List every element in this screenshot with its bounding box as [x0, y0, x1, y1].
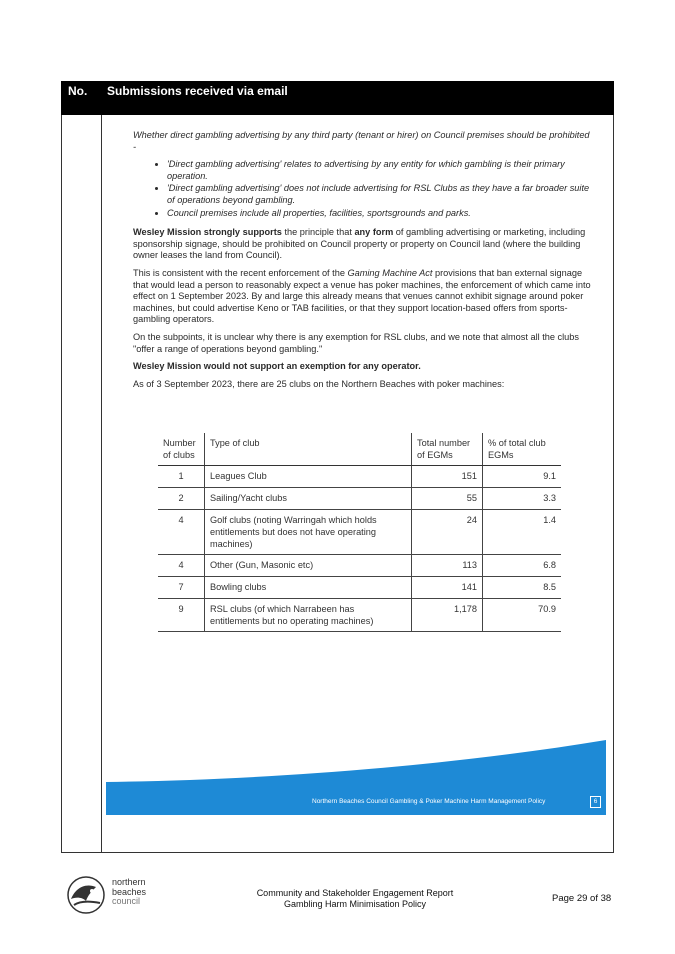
text: provisions that ban external signage that would lead a person to reasonably expect a venue has poker machines, the enforcement of which came into effect on 1 September 2023. By and large this already means that venues cannot exhibit signage around poker machines, but could advertise Keno or TAB facilities, or that they support location-based offers from sports-gambling operators. [133, 267, 591, 325]
table-cell: 2 [158, 488, 205, 510]
council-brand-text [112, 878, 146, 907]
table-cell: 8.5 [483, 577, 562, 599]
text: the principle that [281, 227, 355, 238]
table-cell: 113 [412, 555, 483, 577]
brand-line: council [112, 896, 141, 906]
question-text: Whether direct gambling advertising by any third party (tenant or hirer) on Council premises should be prohibited - [133, 130, 590, 152]
table-row [158, 488, 561, 510]
footer-page-number: Page 29 of 38 [552, 893, 612, 904]
table-cell: RSL clubs (of which Narrabeen has entitlements but no operating machines) [205, 599, 412, 632]
footer-line: Community and Stakeholder Engagement Report [256, 888, 454, 898]
table-header-row [158, 433, 561, 466]
bold-text: any form [354, 227, 394, 238]
text: This is consistent with the recent enforcement of the [133, 267, 348, 278]
column-divider [101, 115, 102, 853]
bullet-item: • 'Direct gambling advertising' relates to advertising by any entity for which gambling is their primary operation. [167, 159, 593, 182]
table-cell: 55 [412, 488, 483, 510]
council-logo-icon [62, 875, 110, 915]
table-cell: 9.1 [483, 466, 562, 488]
table-row [158, 577, 561, 599]
table-cell: Golf clubs (noting Warringah which holds entitlements but does not have operating machines) [205, 510, 412, 555]
table-cell: 6.8 [483, 555, 562, 577]
table-row [158, 466, 561, 488]
table-row [158, 555, 561, 577]
table-header-cell: Type of club [205, 433, 412, 466]
paragraph-support [133, 227, 593, 262]
column-title-header: Submissions received via email [107, 84, 288, 98]
paragraph-clubs-count: As of 3 September 2023, there are 25 clubs on the Northern Beaches with poker machines: [133, 378, 505, 389]
footer-report-title [230, 888, 480, 909]
table-cell: 141 [412, 577, 483, 599]
submission-content [133, 130, 593, 396]
paragraph-subpoints: On the subpoints, it is unclear why there is any exemption for RSL clubs, and we note that almost all the clubs "offer a range of operations beyond gambling." [133, 331, 579, 354]
footer-line: Gambling Harm Minimisation Policy [283, 898, 427, 909]
banner-policy-text: Northern Beaches Council Gambling & Poker Machine Harm Management Policy [312, 798, 546, 805]
table-row [158, 510, 561, 555]
text: of gambling advertising or marketing, including sponsorship signage, should be prohibited on Council property or property on Council land (where the building owner leases the land from Council). [133, 227, 586, 261]
table-cell: 7 [158, 577, 205, 599]
italic-text: Gaming Machine Act [347, 267, 433, 278]
table-cell: 1 [158, 466, 205, 488]
table-cell: 4 [158, 555, 205, 577]
bold-text: Wesley Mission strongly supports [133, 227, 282, 238]
table-cell: Sailing/Yacht clubs [205, 488, 412, 510]
table-header-cell: Number of clubs [158, 433, 205, 466]
table-row [158, 599, 561, 632]
table-cell: 24 [412, 510, 483, 555]
table-cell: 70.9 [483, 599, 562, 632]
clubs-table [158, 433, 561, 632]
table-header-cell: % of total club EGMs [483, 433, 562, 466]
table-header-cell: Total number of EGMs [412, 433, 483, 466]
table-cell: 3.3 [483, 488, 562, 510]
table-cell: 4 [158, 510, 205, 555]
bullet-item: • Council premises include all properties, facilities, sportsgrounds and parks. [167, 208, 593, 220]
table-cell: Other (Gun, Masonic etc) [205, 555, 412, 577]
table-cell: 1.4 [483, 510, 562, 555]
table-cell: 9 [158, 599, 205, 632]
question-bullets [133, 159, 593, 219]
brand-line: beaches [112, 886, 147, 897]
column-number-header: No. [68, 84, 88, 98]
brand-line: northern [112, 877, 146, 887]
banner-page-number: 6 [590, 796, 601, 808]
table-cell: 151 [412, 466, 483, 488]
bullet-item: • 'Direct gambling advertising' does not include advertising for RSL Clubs as they have a far broader suite of operations beyond gambling. [167, 183, 593, 206]
table-cell: Leagues Club [205, 466, 412, 488]
paragraph-consistency [133, 268, 593, 326]
table-header-bar [61, 81, 614, 115]
table-cell: Bowling clubs [205, 577, 412, 599]
table-cell: 1,178 [412, 599, 483, 632]
paragraph-no-exemption: Wesley Mission would not support an exemption for any operator. [133, 361, 421, 372]
